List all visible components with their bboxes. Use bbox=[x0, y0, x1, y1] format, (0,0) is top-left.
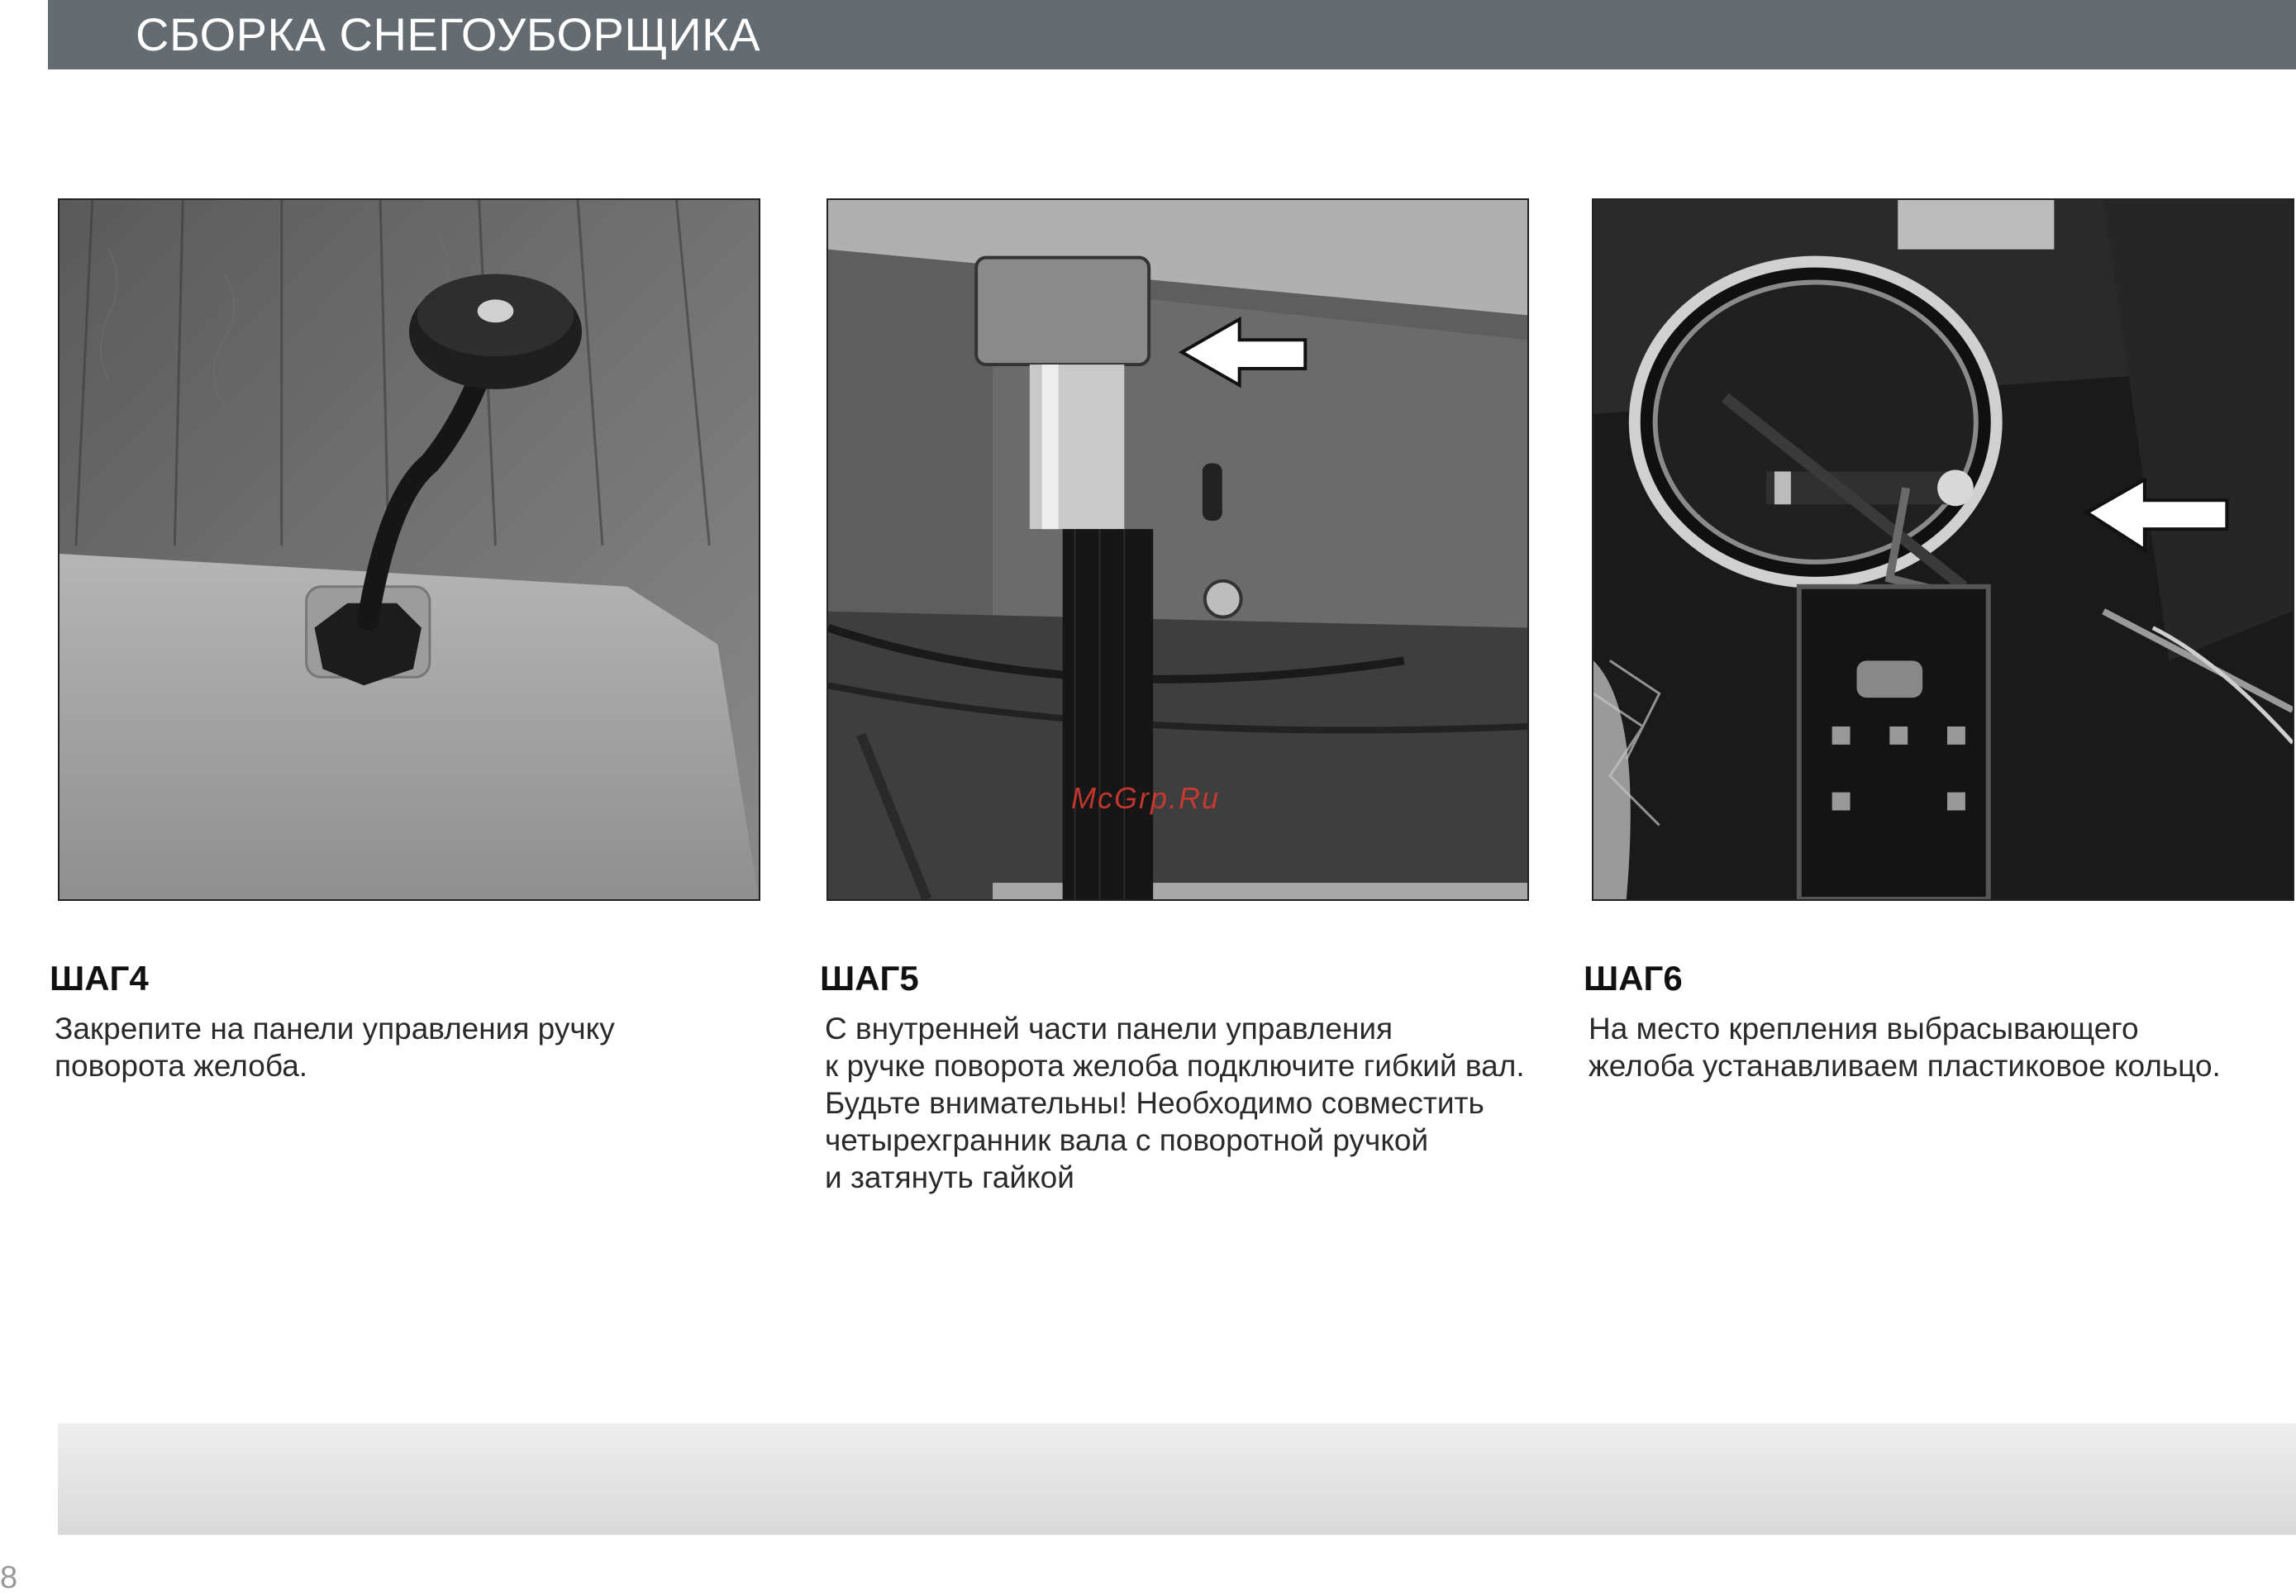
step5-line-5: и затянуть гайкой bbox=[825, 1160, 1074, 1194]
plastic-ring-photo-icon bbox=[1593, 200, 2293, 899]
footer-band bbox=[58, 1423, 2296, 1535]
step5-line-3: Будьте внимательны! Необходимо совместить bbox=[825, 1086, 1484, 1120]
step4-description bbox=[55, 1010, 615, 1084]
step4-title: ШАГ4 bbox=[50, 959, 149, 998]
page-title: СБОРКА СНЕГОУБОРЩИКА bbox=[136, 8, 761, 60]
step6-description bbox=[1589, 1010, 2221, 1084]
step6-line-2: желоба устанавливаем пластиковое кольцо. bbox=[1589, 1049, 2221, 1083]
watermark: McGrp.Ru bbox=[1071, 781, 1221, 815]
chute-handle-photo-icon bbox=[60, 200, 759, 899]
step5-description bbox=[825, 1010, 1525, 1196]
step5-line-2: к ручке поворота желоба подключите гибкий вал. bbox=[825, 1049, 1525, 1083]
step6-title: ШАГ6 bbox=[1584, 959, 1683, 998]
step4-photo bbox=[58, 198, 760, 901]
step4-line-1: Закрепите на панели управления ручку bbox=[55, 1012, 615, 1046]
step5-line-4: четырехгранник вала с поворотной ручкой bbox=[825, 1123, 1429, 1157]
step5-title: ШАГ5 bbox=[820, 959, 919, 998]
header-bar bbox=[48, 0, 2296, 69]
step4-line-2: поворота желоба. bbox=[55, 1049, 308, 1083]
page-number: 8 bbox=[0, 1560, 18, 1595]
step5-line-1: С внутренней части панели управления bbox=[825, 1012, 1393, 1046]
step6-photo bbox=[1592, 198, 2294, 901]
step6-line-1: На место крепления выбрасывающего bbox=[1589, 1012, 2139, 1046]
